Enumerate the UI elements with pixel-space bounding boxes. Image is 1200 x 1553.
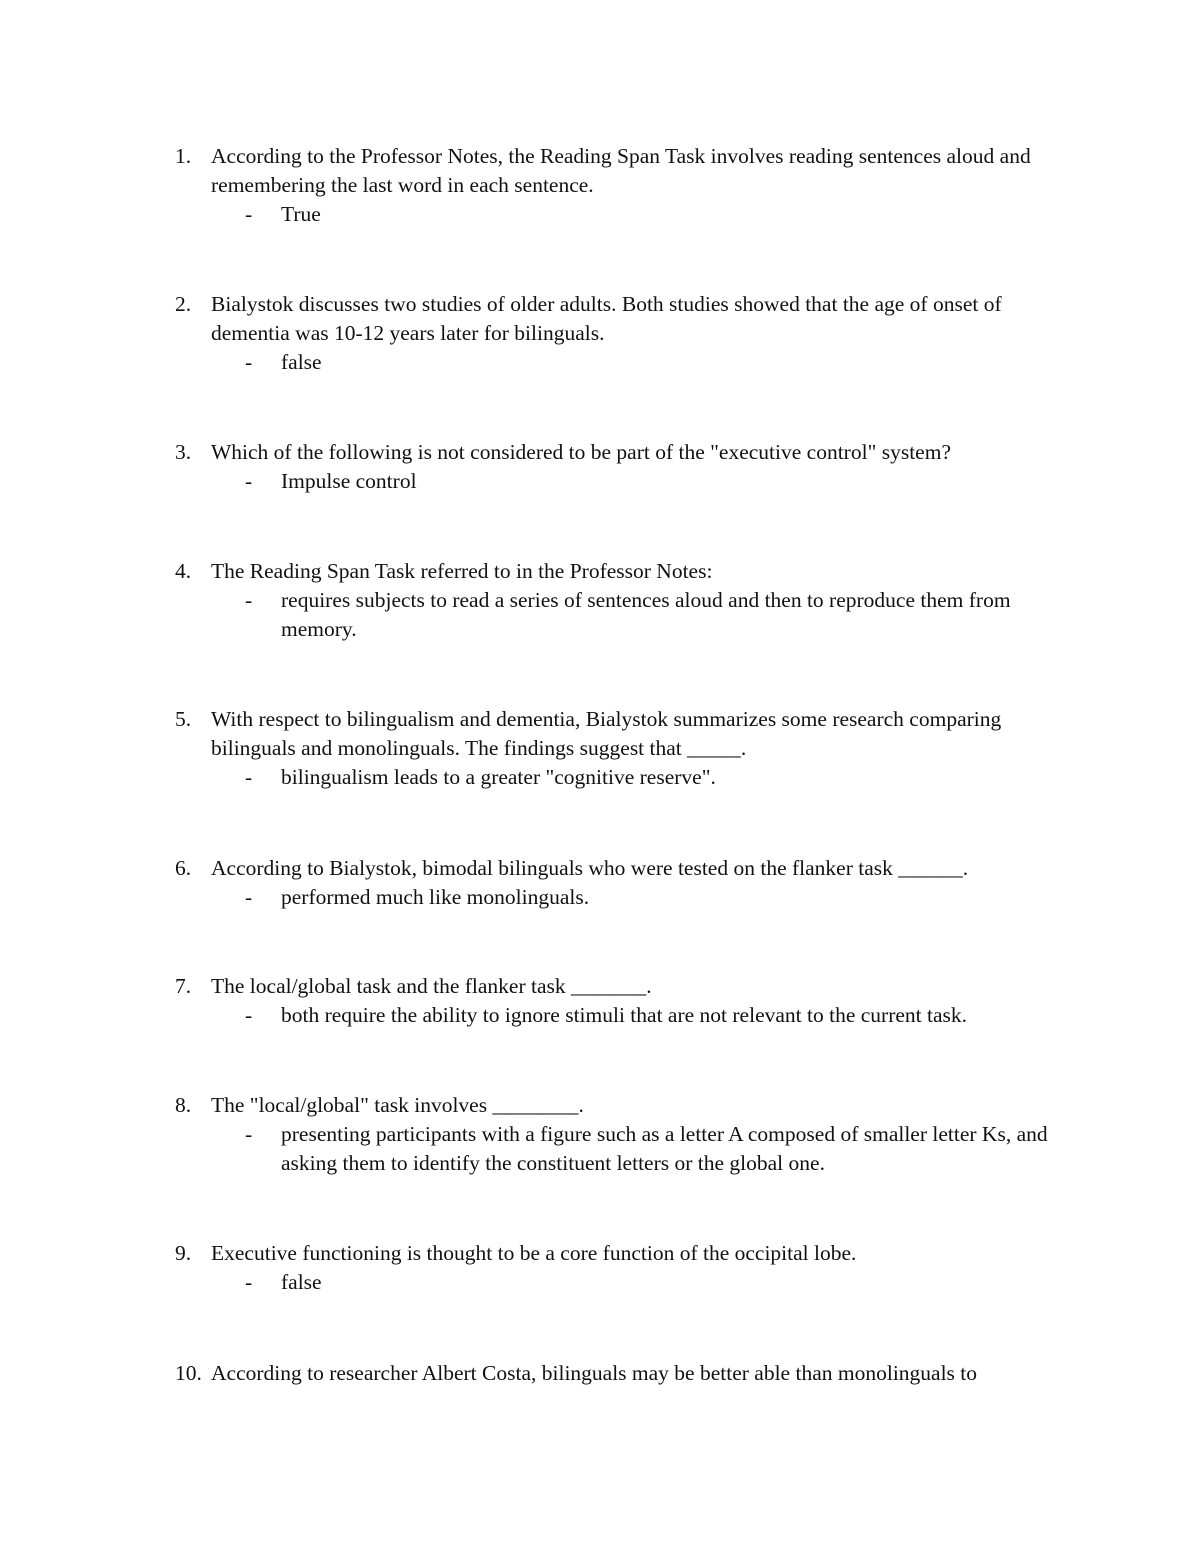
question-text: The local/global task and the flanker task _______. bbox=[211, 974, 652, 998]
answer-dash: - bbox=[245, 885, 253, 909]
answer-text: false bbox=[281, 1270, 322, 1294]
answer-text: Impulse control bbox=[281, 469, 417, 493]
answer-item bbox=[245, 348, 1075, 377]
question-text: According to researcher Albert Costa, bilinguals may be better able than monolinguals to bbox=[211, 1361, 978, 1385]
question-text: According to Bialystok, bimodal bilinguals who were tested on the flanker task ______. bbox=[211, 856, 969, 880]
answer-dash: - bbox=[245, 588, 253, 612]
question-2 bbox=[175, 290, 1075, 377]
question-text: The "local/global" task involves ________. bbox=[211, 1093, 584, 1117]
question-number: 7. bbox=[175, 974, 192, 998]
question-9 bbox=[175, 1239, 1075, 1297]
answer-text: false bbox=[281, 350, 322, 374]
answer-item bbox=[245, 586, 1075, 644]
answer-text: both require the ability to ignore stimuli that are not relevant to the current task. bbox=[281, 1003, 968, 1027]
question-number: 10. bbox=[175, 1361, 202, 1385]
question-6 bbox=[175, 854, 1075, 912]
question-7 bbox=[175, 972, 1075, 1030]
question-text: According to the Professor Notes, the Reading Span Task involves reading sentences aloud and remembering the last word in each sentence. bbox=[211, 144, 1031, 197]
answer-dash: - bbox=[245, 765, 253, 789]
question-text: The Reading Span Task referred to in the Professor Notes: bbox=[211, 559, 713, 583]
answer-dash: - bbox=[245, 1122, 253, 1146]
answer-dash: - bbox=[245, 1270, 253, 1294]
question-number: 8. bbox=[175, 1093, 192, 1117]
answer-text: performed much like monolinguals. bbox=[281, 885, 590, 909]
question-number: 6. bbox=[175, 856, 192, 880]
question-10 bbox=[175, 1359, 1075, 1388]
answer-item bbox=[245, 883, 1075, 912]
question-number: 3. bbox=[175, 440, 192, 464]
question-number: 9. bbox=[175, 1241, 192, 1265]
answer-text: bilingualism leads to a greater "cognitive reserve". bbox=[281, 765, 716, 789]
answer-dash: - bbox=[245, 469, 253, 493]
answer-item bbox=[245, 467, 1075, 496]
question-number: 1. bbox=[175, 144, 192, 168]
answer-text: presenting participants with a figure such as a letter A composed of smaller letter Ks, and asking them to identify the constituent letters or the global one. bbox=[281, 1122, 1048, 1175]
question-8 bbox=[175, 1091, 1075, 1178]
question-5 bbox=[175, 705, 1075, 792]
answer-item bbox=[245, 1120, 1075, 1178]
answer-dash: - bbox=[245, 350, 253, 374]
answer-item bbox=[245, 1268, 1075, 1297]
answer-dash: - bbox=[245, 202, 253, 226]
question-text: Bialystok discusses two studies of older adults. Both studies showed that the age of onset of dementia was 10-12 years later for bilinguals. bbox=[211, 292, 1002, 345]
question-number: 4. bbox=[175, 559, 192, 583]
question-1 bbox=[175, 142, 1075, 229]
answer-item bbox=[245, 763, 1075, 792]
answer-item bbox=[245, 1001, 1075, 1030]
question-text: With respect to bilingualism and dementia, Bialystok summarizes some research comparing bilinguals and monolinguals. The findings suggest that _____. bbox=[211, 707, 1002, 760]
question-3 bbox=[175, 438, 1075, 496]
question-number: 2. bbox=[175, 292, 192, 316]
answer-text: True bbox=[281, 202, 321, 226]
answer-text: requires subjects to read a series of sentences aloud and then to reproduce them from memory. bbox=[281, 588, 1011, 641]
answer-item bbox=[245, 200, 1075, 229]
question-number: 5. bbox=[175, 707, 192, 731]
question-4 bbox=[175, 557, 1075, 644]
answer-dash: - bbox=[245, 1003, 253, 1027]
question-text: Which of the following is not considered to be part of the "executive control" system? bbox=[211, 440, 951, 464]
question-text: Executive functioning is thought to be a core function of the occipital lobe. bbox=[211, 1241, 857, 1265]
